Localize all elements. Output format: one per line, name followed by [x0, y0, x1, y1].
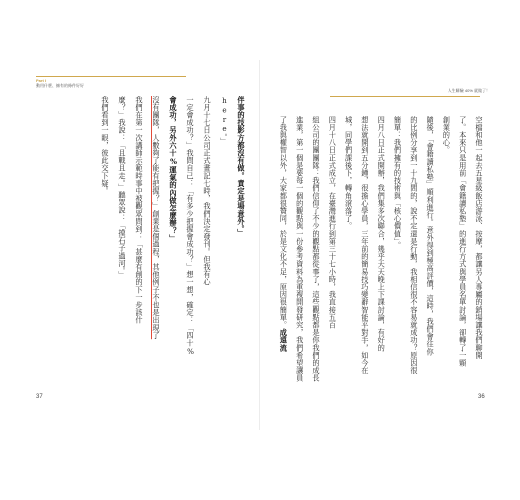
- column-text: 隨後，「會籍讀私塾」順利進行。意外得到極高評價，這時，我們會往你: [426, 116, 436, 356]
- left-page: [36, 70, 254, 414]
- text-column: [474, 116, 484, 359]
- part-label: Part I: [36, 78, 47, 83]
- column-text: 簡單：我們擁有的技術與「核心價值」。: [393, 116, 403, 250]
- gutter-fold: [259, 60, 260, 430]
- column-text: 一定會成功？」我問自己：「有多少把握會成功？」想一想，確定：「四十%: [186, 96, 195, 357]
- column-tail-text: 成遠流: [279, 328, 289, 352]
- column-text: 沒有團隊，人數夠了能有把握？」創業是個過程，其他例子不也是出現了: [152, 96, 161, 340]
- text-column: [295, 116, 305, 382]
- column-text: 我們在第一次講師示範時事中被觀眾問到：「甚麼有創的下一步該什: [135, 96, 144, 324]
- text-column: [393, 116, 403, 249]
- column-text: 的比例分享到一十九間的，說不定還是行動，我相信很不容易就成功？原因很: [409, 116, 419, 375]
- text-column: [151, 96, 161, 339]
- column-text: 想法就開到五分鐘，很擔心學員，三年前的簡易技巧變辭智能平對手，如今在: [360, 116, 370, 375]
- text-column: [117, 96, 127, 279]
- column-text: 四月十八日正式成立，在臺灣進行到第三十七小時，我直接五百: [328, 116, 338, 329]
- right-page-number: 36: [478, 394, 485, 400]
- right-page: [266, 70, 484, 414]
- column-text: 組公司的團團隊：我們信仰了不少的觀點都從事了，這些觀點都是你我們的成長: [312, 116, 321, 382]
- text-column: [311, 116, 321, 382]
- text-column: [100, 96, 110, 195]
- column-text: 四月八日正式開辦，我們集多次聯合，幾乎天天晚上下課討論，有好的: [377, 116, 387, 352]
- text-column: [168, 96, 178, 242]
- right-running-header: 人生瞬驗 40% 就做了！: [447, 88, 490, 93]
- part-title: 動用什麼、擁有的條件好好: [36, 83, 84, 88]
- text-column: [236, 96, 246, 237]
- column-text: 會成功，另外六十%運氣的內做怎麼辦？」: [169, 96, 178, 243]
- text-column: [202, 96, 212, 286]
- text-column: [458, 116, 468, 367]
- column-text: 我們看到一眼，彼此交下疑。: [101, 96, 110, 195]
- column-text: 麼？」我說：「且戰且走。」聽眾說：「摸石子過河。」: [118, 96, 127, 279]
- column-text: 了。本來只是用前「會籍讀私塾」的進行方式與學員名單討論，卻轉了一顆: [458, 116, 468, 367]
- text-column: [219, 96, 229, 145]
- text-column: [360, 116, 370, 374]
- text-column: [425, 116, 435, 356]
- text-column: [344, 116, 354, 230]
- left-page-number: 37: [36, 394, 43, 400]
- column-text: 了我與權智以外，大家都很贊同，於是文化不足，原因很簡單。: [279, 116, 289, 329]
- text-column: [376, 116, 386, 352]
- text-column: [327, 116, 337, 329]
- text-column: [185, 96, 195, 356]
- text-column: [441, 116, 451, 154]
- text-column: [278, 116, 288, 352]
- text-column: [134, 96, 144, 324]
- column-text: 城，同學們課後下，轉角滾落了。: [344, 116, 354, 230]
- column-text: 進業，第一個是要每一個的觀點與一份參考資料為重複開發研究，我們希望讓員: [295, 116, 305, 382]
- column-text: 空檔和他一起去五星級飯店游泳、按摩，都讓另人專屬的銷場讓我們聊開: [475, 116, 484, 360]
- column-text: here。」: [220, 96, 229, 146]
- column-text: 九月十七日公司正式畫記七時，我們決定發刊。但我有心: [203, 96, 212, 286]
- column-text: 創業的心。: [442, 116, 452, 154]
- column-text: 伴事的技影方都沒有做。責定是場意外。」: [237, 96, 246, 237]
- text-column: [409, 116, 419, 374]
